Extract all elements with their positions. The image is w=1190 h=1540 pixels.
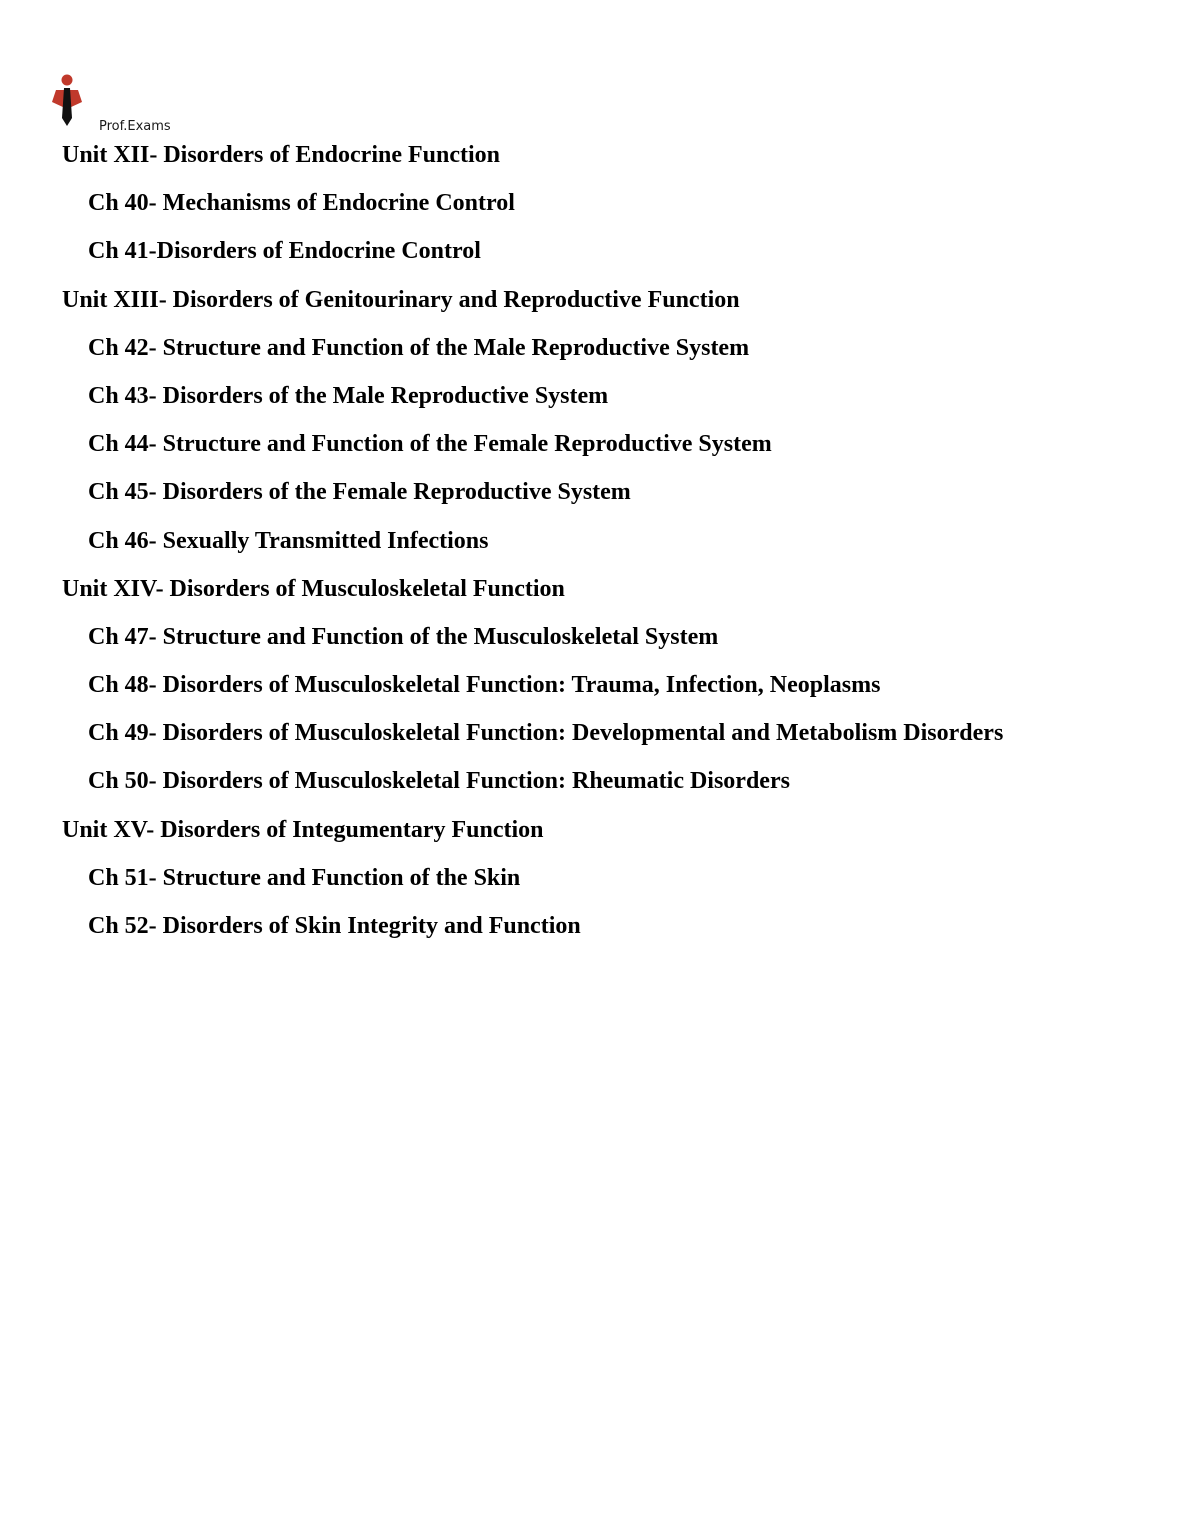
chapter-entry: Ch 41-Disorders of Endocrine Control (88, 238, 481, 265)
chapter-entry: Ch 40- Mechanisms of Endocrine Control (88, 190, 515, 217)
person-with-tie-icon (50, 74, 84, 130)
table-of-contents (0, 139, 1190, 958)
unit-heading: Unit XIV- Disorders of Musculoskeletal Function (62, 575, 565, 602)
logo-head (62, 75, 73, 86)
unit-heading: Unit XIII- Disorders of Genitourinary and Reproductive Function (62, 286, 740, 313)
chapter-entry: Ch 48- Disorders of Musculoskeletal Function: Trauma, Infection, Neoplasms (88, 672, 881, 699)
chapter-entry: Ch 52- Disorders of Skin Integrity and Function (88, 913, 581, 939)
chapter-entry: Ch 51- Structure and Function of the Skin (88, 864, 521, 891)
chapter-entry: Ch 47- Structure and Function of the Musculoskeletal System (88, 623, 719, 650)
chapter-entry: Ch 50- Disorders of Musculoskeletal Function: Rheumatic Disorders (88, 768, 790, 795)
chapter-entry: Ch 46- Sexually Transmitted Infections (88, 527, 489, 554)
chapter-entry: Ch 42- Structure and Function of the Male Reproductive System (88, 334, 750, 361)
chapter-entry: Ch 44- Structure and Function of the Female Reproductive System (88, 431, 772, 458)
unit-heading: Unit XV- Disorders of Integumentary Function (62, 816, 544, 843)
unit-heading: Unit XII- Disorders of Endocrine Function (62, 142, 501, 168)
chapter-entry: Ch 49- Disorders of Musculoskeletal Function: Developmental and Metabolism Disorders (88, 720, 1004, 747)
brand-name: Prof.Exams (99, 119, 171, 134)
chapter-entry: Ch 43- Disorders of the Male Reproductive System (88, 382, 609, 409)
chapter-entry: Ch 45- Disorders of the Female Reproductive System (88, 479, 631, 506)
